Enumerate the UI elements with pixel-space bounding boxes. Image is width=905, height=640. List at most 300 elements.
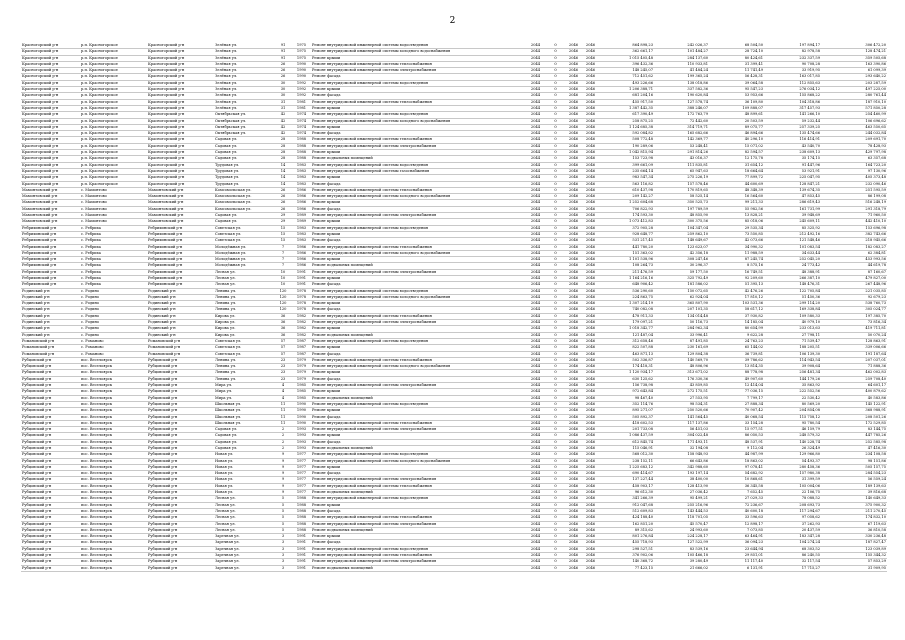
cell-build-year: 1977 bbox=[292, 471, 311, 477]
cell-work-type: Ремонт фасада bbox=[311, 508, 525, 514]
cell-street: Садовая ул. bbox=[214, 213, 274, 219]
cell-work-type: Ремонт фасада bbox=[311, 376, 525, 382]
cell-total-cost: 201 733,08 bbox=[599, 427, 654, 433]
cell-cost-part-1: 250 520,66 bbox=[654, 408, 709, 414]
cell-cost-part-2: 99 211,33 bbox=[709, 200, 764, 206]
cell-total-cost: 455 917,50 bbox=[599, 99, 654, 105]
cell-total-cost: 1 120 934,17 bbox=[599, 370, 654, 376]
cell-cost-part-3: 128 847,21 bbox=[764, 181, 821, 187]
cell-build-year: 1991 bbox=[292, 540, 311, 546]
cell-end-year: 2046 bbox=[582, 225, 599, 231]
cell-total-cost: 1 252 604,68 bbox=[599, 200, 654, 206]
cell-planned-year: 2044 bbox=[525, 118, 546, 124]
cell-cost-part-2: 80 654,99 bbox=[709, 326, 764, 332]
cell-zero-col: 0 bbox=[546, 502, 565, 508]
cell-cost-part-3: 17 715,27 bbox=[764, 565, 821, 571]
cell-cost-part-2: 15 071,02 bbox=[709, 143, 764, 149]
cell-total-cost: 140 368,72 bbox=[599, 559, 654, 565]
cell-cost-part-4: 207 037,01 bbox=[821, 357, 887, 363]
cell-zero-col: 0 bbox=[546, 301, 565, 307]
cell-start-year: 2046 bbox=[565, 288, 582, 294]
cell-cost-part-4: 86 199,08 bbox=[821, 194, 887, 200]
cell-cost-part-4: 479 827,00 bbox=[821, 275, 887, 281]
cell-cost-part-3: 121 548,46 bbox=[764, 238, 821, 244]
cell-cost-part-2: 15 977,51 bbox=[709, 427, 764, 433]
cell-cost-part-1: 304 022,48 bbox=[654, 433, 709, 439]
cell-build-year: 1990 bbox=[292, 61, 311, 67]
cell-cost-part-2: 44 987,99 bbox=[709, 452, 764, 458]
cell-planned-year: 2044 bbox=[525, 351, 546, 357]
cell-total-cost: 928 648,77 bbox=[599, 231, 654, 237]
cell-build-year: 1993 bbox=[292, 433, 311, 439]
cell-zero-col: 0 bbox=[546, 282, 565, 288]
cell-settlement: пос. Веселоярск bbox=[80, 389, 147, 395]
cell-house-number: 7 bbox=[274, 263, 292, 269]
cell-planned-year: 2044 bbox=[525, 553, 546, 559]
cell-house-number: 9 bbox=[274, 464, 292, 470]
cell-cost-part-1: 123 623,07 bbox=[654, 244, 709, 250]
cell-start-year: 2046 bbox=[565, 464, 582, 470]
cell-cost-part-3: 299 114,20 bbox=[764, 301, 821, 307]
cell-house-number: 10 bbox=[274, 275, 292, 281]
cell-planned-year: 2044 bbox=[525, 137, 546, 143]
cell-start-year: 2046 bbox=[565, 74, 582, 80]
cell-settlement: пос. Веселоярск bbox=[80, 508, 147, 514]
cell-cost-part-2: 36 094,23 bbox=[709, 540, 764, 546]
cell-street: Новая ул. bbox=[214, 464, 274, 470]
cell-total-cost: 531 217,45 bbox=[599, 238, 654, 244]
cell-district: Красногорский р-н bbox=[21, 43, 80, 49]
cell-start-year: 2046 bbox=[565, 105, 582, 111]
cell-planned-year: 2044 bbox=[525, 175, 546, 181]
cell-total-cost: 108 264,73 bbox=[599, 263, 654, 269]
cell-district: Мамонтовский р-н bbox=[21, 219, 80, 225]
cell-work-type: Ремонт подвальных помещений bbox=[311, 446, 525, 452]
cell-street: Садовая ул. bbox=[214, 137, 274, 143]
cell-end-year: 2046 bbox=[582, 408, 599, 414]
cell-cost-part-4: 44 619,78 bbox=[821, 263, 887, 269]
cell-cost-part-3: 90 708,28 bbox=[764, 61, 821, 67]
cell-house-number: 4 bbox=[274, 395, 292, 401]
cell-street: Лесная ул. bbox=[214, 282, 274, 288]
cell-cost-part-2: 23 644,94 bbox=[709, 546, 764, 552]
cell-house-number: 28 bbox=[274, 156, 292, 162]
cell-cost-part-1: 158 948,93 bbox=[654, 452, 709, 458]
cell-start-year: 2046 bbox=[565, 332, 582, 338]
cell-planned-year: 2044 bbox=[525, 338, 546, 344]
cell-cost-part-1: 95 499,21 bbox=[654, 496, 709, 502]
cell-street: Комсомольская ул. bbox=[214, 200, 274, 206]
cell-municipality: Родинский р-н bbox=[147, 326, 214, 332]
cell-planned-year: 2044 bbox=[525, 238, 546, 244]
cell-planned-year: 2044 bbox=[525, 150, 546, 156]
cell-planned-year: 2044 bbox=[525, 313, 546, 319]
cell-house-number: 11 bbox=[274, 414, 292, 420]
cell-street: Октябрьская ул. bbox=[214, 131, 274, 137]
cell-settlement: р.п. Красногорское bbox=[80, 118, 147, 124]
cell-planned-year: 2044 bbox=[525, 452, 546, 458]
cell-cost-part-3: 39 948,69 bbox=[764, 213, 821, 219]
cell-end-year: 2046 bbox=[582, 326, 599, 332]
cell-zero-col: 0 bbox=[546, 74, 565, 80]
cell-cost-part-1: 39 280,49 bbox=[654, 559, 709, 565]
cell-planned-year: 2044 bbox=[525, 301, 546, 307]
cell-house-number: 9 bbox=[274, 458, 292, 464]
cell-cost-part-2: 39 064,58 bbox=[709, 80, 764, 86]
cell-zero-col: 0 bbox=[546, 43, 565, 49]
cell-planned-year: 2044 bbox=[525, 326, 546, 332]
cell-work-type: Ремонт внутридомовой инженерной системы водоотведения bbox=[311, 401, 525, 407]
cell-house-number: 30 bbox=[274, 93, 292, 99]
cell-cost-part-4: 61 099,39 bbox=[821, 68, 887, 74]
cell-district: Рубцовский р-н bbox=[21, 483, 80, 489]
cell-municipality: Рубцовский р-н bbox=[147, 427, 214, 433]
cell-settlement: с. Мамонтово bbox=[80, 200, 147, 206]
cell-start-year: 2046 bbox=[565, 559, 582, 565]
cell-settlement: р.п. Красногорское bbox=[80, 137, 147, 143]
cell-district: Рубцовский р-н bbox=[21, 477, 80, 483]
cell-total-cost: 502 336,87 bbox=[599, 357, 654, 363]
cell-cost-part-3: 22 106,75 bbox=[764, 490, 821, 496]
cell-zero-col: 0 bbox=[546, 175, 565, 181]
cell-settlement: пос. Веселоярск bbox=[80, 483, 147, 489]
cell-start-year: 2046 bbox=[565, 439, 582, 445]
cell-start-year: 2046 bbox=[565, 61, 582, 67]
cell-district: Красногорский р-н bbox=[21, 55, 80, 61]
cell-total-cost: 312 658,46 bbox=[599, 338, 654, 344]
cell-build-year: 1974 bbox=[292, 118, 311, 124]
cell-municipality: Рубцовский р-н bbox=[147, 508, 214, 514]
cell-cost-part-3: 266 387,10 bbox=[764, 275, 821, 281]
cell-cost-part-4: 106 696,62 bbox=[821, 118, 887, 124]
cell-cost-part-3: 257 339,25 bbox=[764, 124, 821, 130]
cell-build-year: 1977 bbox=[292, 483, 311, 489]
cell-municipality: Рубцовский р-н bbox=[147, 515, 214, 521]
cell-cost-part-2: 95 547,23 bbox=[709, 87, 764, 93]
cell-settlement: р.п. Красногорское bbox=[80, 87, 147, 93]
cell-settlement: с. Ребриха bbox=[80, 275, 147, 281]
cell-cost-part-4: 330 236,48 bbox=[821, 534, 887, 540]
cell-zero-col: 0 bbox=[546, 118, 565, 124]
cell-cost-part-2: 20 503,59 bbox=[709, 118, 764, 124]
cell-house-number: 26 bbox=[274, 206, 292, 212]
cell-house-number: 7 bbox=[274, 257, 292, 263]
cell-total-cost: 162 851,20 bbox=[599, 521, 654, 527]
cell-cost-part-3: 109 580,33 bbox=[764, 313, 821, 319]
cell-work-type: Ремонт крыши bbox=[311, 257, 525, 263]
cell-planned-year: 2044 bbox=[525, 219, 546, 225]
cell-zero-col: 0 bbox=[546, 219, 565, 225]
cell-settlement: р.п. Красногорское bbox=[80, 156, 147, 162]
cell-work-type: Ремонт внутридомовой инженерной системы теплоснабжения bbox=[311, 61, 525, 67]
cell-zero-col: 0 bbox=[546, 483, 565, 489]
cell-zero-col: 0 bbox=[546, 376, 565, 382]
cell-cost-part-1: 105 466,18 bbox=[654, 553, 709, 559]
cell-build-year: 1979 bbox=[292, 357, 311, 363]
cell-district: Красногорский р-н bbox=[21, 93, 80, 99]
cell-settlement: пос. Веселоярск bbox=[80, 527, 147, 533]
cell-start-year: 2046 bbox=[565, 269, 582, 275]
cell-street: Садовая ул. bbox=[214, 439, 274, 445]
cell-zero-col: 0 bbox=[546, 87, 565, 93]
cell-street: Лесная ул. bbox=[214, 275, 274, 281]
cell-cost-part-4: 71 888,36 bbox=[821, 364, 887, 370]
cell-house-number: 14 bbox=[274, 162, 292, 168]
cell-cost-part-3: 116 414,91 bbox=[764, 137, 821, 143]
cell-district: Красногорский р-н bbox=[21, 99, 80, 105]
cell-total-cost: 1 164 216,16 bbox=[599, 275, 654, 281]
cell-total-cost: 563 116,82 bbox=[599, 181, 654, 187]
cell-house-number: 15 bbox=[274, 231, 292, 237]
cell-street: Октябрьская ул. bbox=[214, 118, 274, 124]
cell-start-year: 2046 bbox=[565, 458, 582, 464]
cell-street: Зелёная ул. bbox=[214, 68, 274, 74]
cell-cost-part-1: 33 996,41 bbox=[654, 332, 709, 338]
cell-cost-part-4: 31 909,95 bbox=[821, 565, 887, 571]
cell-cost-part-2: 14 185,04 bbox=[709, 320, 764, 326]
cell-build-year: 1979 bbox=[292, 364, 311, 370]
cell-start-year: 2046 bbox=[565, 540, 582, 546]
cell-work-type: Ремонт внутридомовой инженерной системы электроснабжения bbox=[311, 559, 525, 565]
cell-start-year: 2046 bbox=[565, 294, 582, 300]
cell-cost-part-1: 42 356,18 bbox=[654, 250, 709, 256]
cell-total-cost: 441 780,20 bbox=[599, 244, 654, 250]
cell-zero-col: 0 bbox=[546, 370, 565, 376]
cell-municipality: Красногорский р-н bbox=[147, 131, 214, 137]
cell-end-year: 2046 bbox=[582, 357, 599, 363]
cell-start-year: 2046 bbox=[565, 238, 582, 244]
cell-settlement: р.п. Красногорское bbox=[80, 93, 147, 99]
cell-cost-part-1: 193 197,14 bbox=[654, 471, 709, 477]
cell-build-year: 1988 bbox=[292, 508, 311, 514]
cell-work-type: Ремонт фасада bbox=[311, 282, 525, 288]
cell-build-year: 1988 bbox=[292, 502, 311, 508]
cell-start-year: 2046 bbox=[565, 414, 582, 420]
cell-district: Рубцовский р-н bbox=[21, 370, 80, 376]
cell-total-cost: 740 082,08 bbox=[599, 307, 654, 313]
cell-work-type: Ремонт внутридомовой инженерной системы холодного водоснабжения bbox=[311, 294, 525, 300]
cell-zero-col: 0 bbox=[546, 357, 565, 363]
cell-cost-part-2: 18 664,64 bbox=[709, 168, 764, 174]
cell-street: Заречная ул. bbox=[214, 534, 274, 540]
cell-cost-part-1: 242 026,37 bbox=[654, 43, 709, 49]
cell-start-year: 2046 bbox=[565, 565, 582, 571]
cell-cost-part-4: 305 024,77 bbox=[821, 307, 887, 313]
cell-cost-part-1: 50 116,73 bbox=[654, 320, 709, 326]
cell-house-number: 2 bbox=[274, 439, 292, 445]
cell-cost-part-4: 208 501,26 bbox=[821, 414, 887, 420]
cell-municipality: Рубцовский р-н bbox=[147, 527, 214, 533]
cell-work-type: Ремонт крыши bbox=[311, 175, 525, 181]
cell-cost-part-4: 252 585,98 bbox=[821, 439, 887, 445]
cell-cost-part-3: 245 609,11 bbox=[764, 219, 821, 225]
cell-work-type: Ремонт внутридомовой инженерной системы холодного водоснабжения bbox=[311, 250, 525, 256]
cell-zero-col: 0 bbox=[546, 383, 565, 389]
cell-zero-col: 0 bbox=[546, 508, 565, 514]
cell-total-cost: 1 018 342,77 bbox=[599, 326, 654, 332]
cell-total-cost: 822 507,88 bbox=[599, 345, 654, 351]
cell-street: Зелёная ул. bbox=[214, 55, 274, 61]
cell-build-year: 1987 bbox=[292, 338, 311, 344]
cell-cost-part-2: 46 894,66 bbox=[709, 131, 764, 137]
cell-house-number: 26 bbox=[274, 61, 292, 67]
cell-house-number: 3 bbox=[274, 534, 292, 540]
cell-settlement: пос. Веселоярск bbox=[80, 446, 147, 452]
cell-zero-col: 0 bbox=[546, 565, 565, 571]
cell-zero-col: 0 bbox=[546, 439, 565, 445]
cell-cost-part-3: 225 047,95 bbox=[764, 175, 821, 181]
cell-planned-year: 2044 bbox=[525, 427, 546, 433]
cell-cost-part-3: 104 318,86 bbox=[764, 99, 821, 105]
cell-build-year: 1988 bbox=[292, 150, 311, 156]
cell-street: Лесная ул. bbox=[214, 527, 274, 533]
cell-total-cost: 362 661,17 bbox=[599, 49, 654, 55]
cell-planned-year: 2044 bbox=[525, 61, 546, 67]
cell-work-type: Ремонт фасада bbox=[311, 181, 525, 187]
cell-cost-part-2: 54 682,92 bbox=[709, 471, 764, 477]
cell-municipality: Родинский р-н bbox=[147, 320, 214, 326]
cell-end-year: 2046 bbox=[582, 414, 599, 420]
cell-settlement: с. Ребриха bbox=[80, 244, 147, 250]
cell-cost-part-3: 135 474,66 bbox=[764, 131, 821, 137]
cell-cost-part-3: 276 034,12 bbox=[764, 87, 821, 93]
cell-end-year: 2046 bbox=[582, 502, 599, 508]
cell-total-cost: 455 718,93 bbox=[599, 540, 654, 546]
cell-settlement: пос. Веселоярск bbox=[80, 546, 147, 552]
cell-cost-part-3: 35 863,92 bbox=[764, 383, 821, 389]
cell-cost-part-2: 16 749,51 bbox=[709, 269, 764, 275]
cell-district: Родинский р-н bbox=[21, 313, 80, 319]
cell-zero-col: 0 bbox=[546, 546, 565, 552]
cell-build-year: 1988 bbox=[292, 521, 311, 527]
cell-district: Красногорский р-н bbox=[21, 175, 80, 181]
cell-cost-part-3: 51 450,36 bbox=[764, 294, 821, 300]
cell-end-year: 2046 bbox=[582, 118, 599, 124]
cell-house-number: 7 bbox=[274, 250, 292, 256]
cell-settlement: пос. Веселоярск bbox=[80, 490, 147, 496]
cell-start-year: 2046 bbox=[565, 508, 582, 514]
cell-total-cost: 396 432,36 bbox=[599, 61, 654, 67]
cell-cost-part-2: 82 594,57 bbox=[709, 150, 764, 156]
cell-street: Садовая ул. bbox=[214, 156, 274, 162]
cell-house-number: 4 bbox=[274, 389, 292, 395]
cell-work-type: Ремонт подвальных помещений bbox=[311, 263, 525, 269]
cell-total-cost: 690 414,67 bbox=[599, 471, 654, 477]
cell-zero-col: 0 bbox=[546, 225, 565, 231]
cell-start-year: 2046 bbox=[565, 168, 582, 174]
cell-cost-part-2: 31 654,12 bbox=[709, 162, 764, 168]
cell-house-number: 3 bbox=[274, 540, 292, 546]
cell-build-year: 1983 bbox=[292, 175, 311, 181]
cell-cost-part-4: 62 384,81 bbox=[821, 250, 887, 256]
cell-end-year: 2046 bbox=[582, 156, 599, 162]
cell-planned-year: 2044 bbox=[525, 395, 546, 401]
cell-cost-part-4: 254 460,99 bbox=[821, 112, 887, 118]
cell-end-year: 2046 bbox=[582, 213, 599, 219]
cell-municipality: Рубцовский р-н bbox=[147, 395, 214, 401]
cell-cost-part-4: 153 696,98 bbox=[821, 225, 887, 231]
cell-cost-part-1: 32 194,08 bbox=[654, 446, 709, 452]
cell-municipality: Рубцовский р-н bbox=[147, 502, 214, 508]
cell-cost-part-1: 56 451,03 bbox=[654, 427, 709, 433]
cell-total-cost: 458 903,17 bbox=[599, 483, 654, 489]
cell-planned-year: 2044 bbox=[525, 345, 546, 351]
cell-work-type: Ремонт внутридомовой инженерной системы теплоснабжения bbox=[311, 357, 525, 363]
cell-build-year: 1991 bbox=[292, 553, 311, 559]
cell-district: Рубцовский р-н bbox=[21, 540, 80, 546]
cell-district: Красногорский р-н bbox=[21, 49, 80, 55]
cell-total-cost: 1 307 214,19 bbox=[599, 301, 654, 307]
cell-municipality: Ребрихинский р-н bbox=[147, 269, 214, 275]
cell-cost-part-1: 30 296,37 bbox=[654, 263, 709, 269]
cell-cost-part-2: 7 073,85 bbox=[709, 527, 764, 533]
cell-end-year: 2046 bbox=[582, 427, 599, 433]
cell-municipality: Родинский р-н bbox=[147, 288, 214, 294]
cell-work-type: Ремонт подвальных помещений bbox=[311, 332, 525, 338]
cell-total-cost: 98 467,40 bbox=[599, 395, 654, 401]
cell-cost-part-3: 80 569,20 bbox=[764, 401, 821, 407]
cell-cost-part-3: 212 492,16 bbox=[764, 231, 821, 237]
cell-settlement: р.п. Красногорское bbox=[80, 131, 147, 137]
cell-cost-part-2: 36 109,80 bbox=[709, 99, 764, 105]
cell-work-type: Ремонт крыши bbox=[311, 534, 525, 540]
cell-street: Садовая ул. bbox=[214, 433, 274, 439]
cell-district: Красногорский р-н bbox=[21, 118, 80, 124]
cell-municipality: Ребрихинский р-н bbox=[147, 282, 214, 288]
cell-settlement: р.п. Красногорское bbox=[80, 61, 147, 67]
cell-district: Красногорский р-н bbox=[21, 68, 80, 74]
cell-end-year: 2046 bbox=[582, 338, 599, 344]
cell-municipality: Ребрихинский р-н bbox=[147, 244, 214, 250]
cell-house-number: 42 bbox=[274, 131, 292, 137]
cell-cost-part-2: 12 175,78 bbox=[709, 156, 764, 162]
cell-cost-part-1: 117 137,86 bbox=[654, 420, 709, 426]
cell-planned-year: 2044 bbox=[525, 464, 546, 470]
cell-start-year: 2046 bbox=[565, 496, 582, 502]
cell-total-cost: 179 097,21 bbox=[599, 320, 654, 326]
cell-house-number: 5 bbox=[274, 496, 292, 502]
cell-cost-part-2: 97 078,41 bbox=[709, 464, 764, 470]
cell-district: Рубцовский р-н bbox=[21, 565, 80, 571]
cell-district: Рубцовский р-н bbox=[21, 408, 80, 414]
cell-municipality: Рубцовский р-н bbox=[147, 534, 214, 540]
cell-cost-part-2: 72 236,67 bbox=[709, 502, 764, 508]
cell-cost-part-2: 92 209,60 bbox=[709, 275, 764, 281]
cell-start-year: 2046 bbox=[565, 376, 582, 382]
cell-start-year: 2046 bbox=[565, 156, 582, 162]
cell-build-year: 1986 bbox=[292, 244, 311, 250]
cell-cost-part-2: 11 988,59 bbox=[709, 250, 764, 256]
cell-cost-part-3: 188 205,51 bbox=[764, 345, 821, 351]
cell-cost-part-2: 87 245,74 bbox=[709, 257, 764, 263]
cell-planned-year: 2044 bbox=[525, 156, 546, 162]
cell-cost-part-3: 31 399,59 bbox=[764, 477, 821, 483]
cell-district: Рубцовский р-н bbox=[21, 471, 80, 477]
cell-zero-col: 0 bbox=[546, 49, 565, 55]
cell-cost-part-1: 165 682,66 bbox=[654, 131, 709, 137]
cell-planned-year: 2044 bbox=[525, 162, 546, 168]
cell-cost-part-1: 207 101,35 bbox=[654, 307, 709, 313]
cell-street: Школьная ул. bbox=[214, 408, 274, 414]
cell-planned-year: 2044 bbox=[525, 502, 546, 508]
cell-cost-part-1: 24 993,60 bbox=[654, 527, 709, 533]
cell-build-year: 1989 bbox=[292, 219, 311, 225]
cell-planned-year: 2044 bbox=[525, 370, 546, 376]
cell-cost-part-1: 27 553,95 bbox=[654, 395, 709, 401]
cell-zero-col: 0 bbox=[546, 313, 565, 319]
cell-zero-col: 0 bbox=[546, 200, 565, 206]
cell-zero-col: 0 bbox=[546, 68, 565, 74]
